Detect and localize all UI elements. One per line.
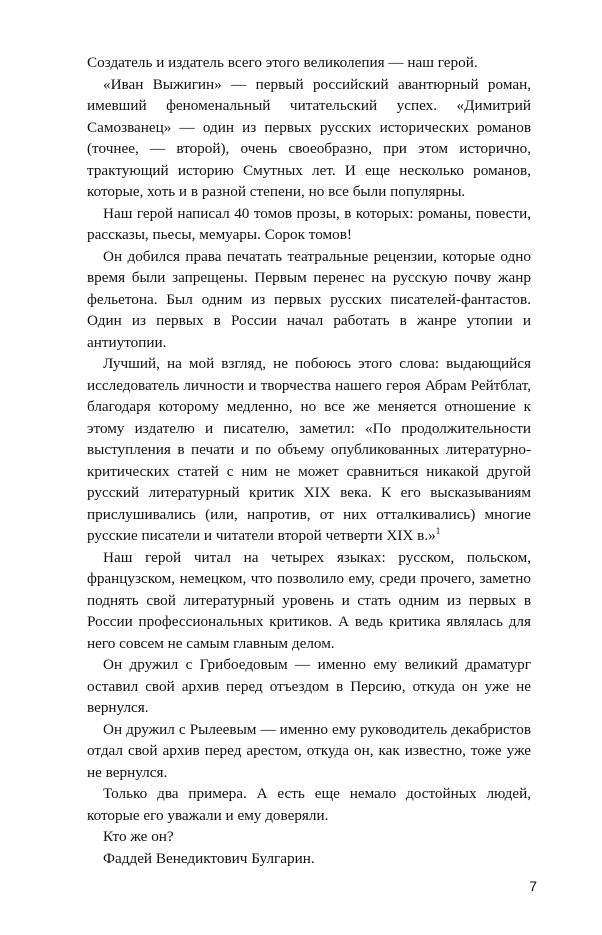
- paragraph-with-footnote: [87, 353, 531, 547]
- paragraph: Только два примера. А есть еще немало достойных людей, которые его уважали и ему доверяли.: [87, 785, 531, 824]
- paragraph: Он дружил с Рылеевым — именно ему руководитель декабристов отдал свой архив перед арестом, откуда он, как известно, тоже уже не вернулся.: [87, 720, 531, 781]
- page-number: 7: [529, 878, 537, 894]
- footnote-marker: 1: [435, 525, 441, 536]
- paragraph: Он добился права печатать театральные рецензии, которые одно время были запрещены. Первым перенес на русскую почву жанр фельетона. Был одним из первых русских писателей-фантастов. Один из первых в России начал работать в жанре утопии и антиутопии.: [87, 247, 531, 351]
- paragraph-text: Лучший, на мой взгляд, не побоюсь этого слова: выдающийся исследователь личности и творчества нашего героя Абрам Рейтблат, благодаря которому медленно, но все же меняется отношение к этому издателю и писателю, заметил: «По продолжительности выступления в печати и по объему опубликованных литературно-критических статей с ним не может сравниться никакой другой русский литературный критик XIX века. К его высказываниям прислушивались (или, напротив, от них отталкивались) многие русские писатели и читатели второй четверти XIX в.»: [87, 355, 531, 544]
- paragraph: Кто же он?: [103, 828, 174, 845]
- paragraph: Фаддей Венедиктович Булгарин.: [103, 849, 315, 867]
- body-text: [87, 52, 531, 869]
- paragraph: «Иван Выжигин» — первый российский авантюрный роман, имевший феноменальный читательский успех. «Димитрий Самозванец» — один из первых русских исторических романов (точнее, — второй), очень своеобразно, при этом исторично, трактующий историю Смутных лет. И еще несколько романов, которые, хоть и в разной степени, но все были популярны.: [87, 75, 531, 200]
- paragraph: Наш герой читал на четырех языках: русском, польском, французском, немецком, что позволило ему, среди прочего, заметно поднять свой литературный уровень и стать одним из первых в России профессиональных критиков. А ведь критика являлась для него совсем не самым главным делом.: [87, 548, 531, 652]
- paragraph: Создатель и издатель всего этого великолепия — наш герой.: [87, 54, 478, 71]
- paragraph: Он дружил с Грибоедовым — именно ему великий драматург оставил свой архив перед отъездом в Персию, откуда он уже не вернулся.: [87, 656, 531, 716]
- paragraph: Наш герой написал 40 томов прозы, в которых: романы, повести, рассказы, пьесы, мемуары. Сорок томов!: [87, 204, 531, 243]
